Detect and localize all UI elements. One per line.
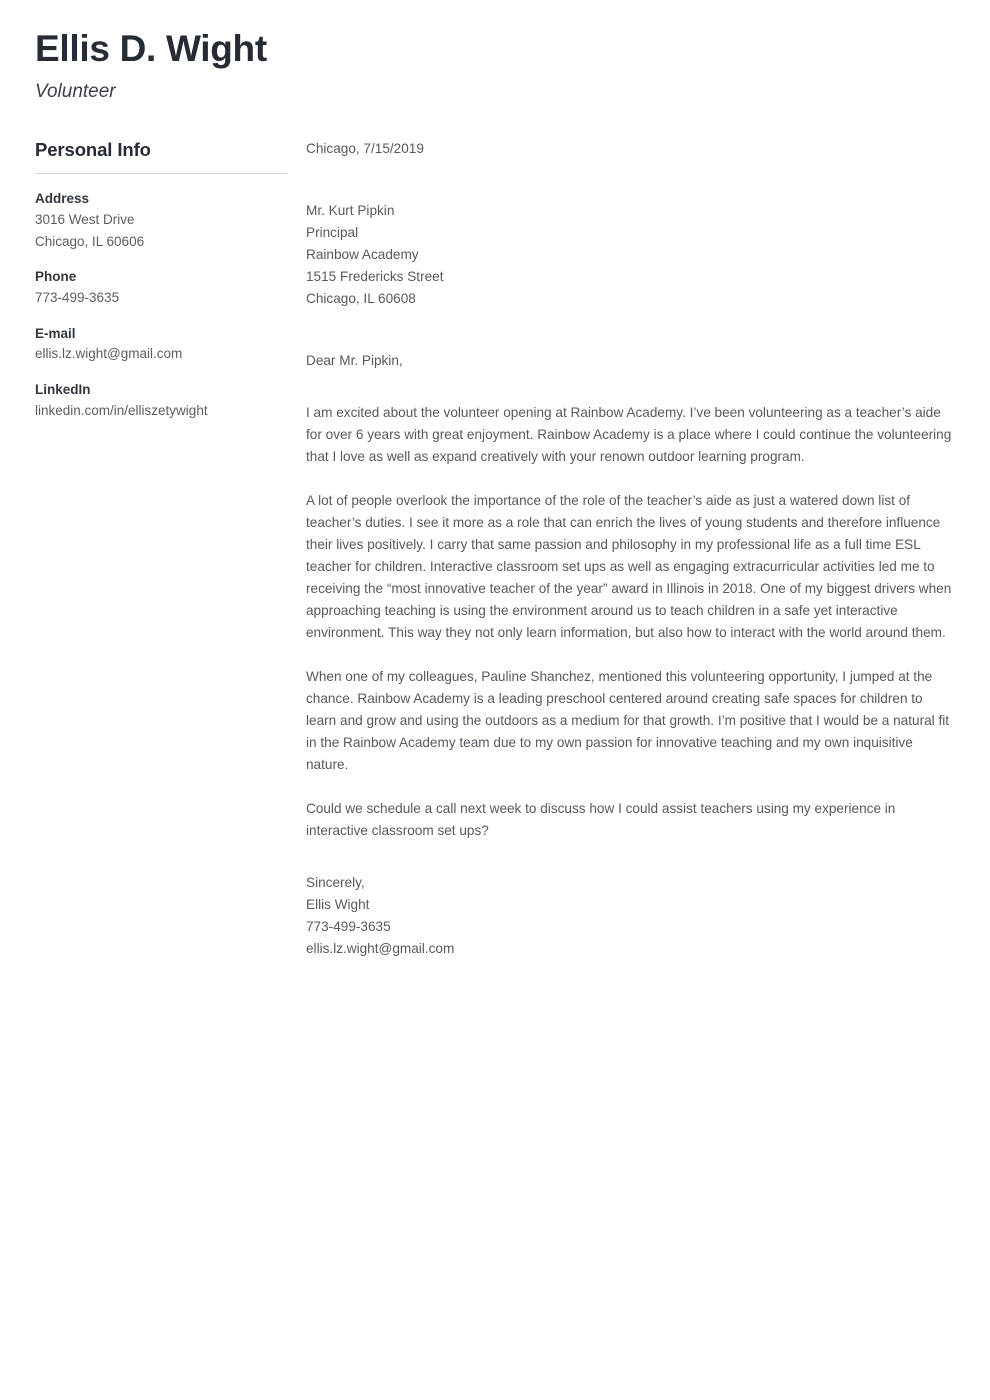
recipient-street: 1515 Fredericks Street [306,269,444,285]
info-group-address [35,189,287,252]
info-label-address: Address [35,191,90,207]
recipient-name: Mr. Kurt Pipkin [306,203,395,219]
info-group-phone [35,267,287,308]
info-label-email: E-mail [35,325,76,341]
letter-paragraph-2: A lot of people overlook the importance of the role of the teacher’s aide as just a watered down list of teacher’s duties. I see it more as a role that can enrich the lives of young students and therefore influence their lives positively. I carry that same passion and philosophy in my professional life as a full time ESL teacher for children. Interactive classroom set ups as well as engaging extracurricular activities led me to receiving the “most innovative teacher of the year” award in Illinois in 2018. One of my biggest drivers when approaching teaching is using the environment around us to teach children in a safe yet interactive environment. This way they not only learn information, but also how to interact with the world around them. [306,493,952,641]
letter-body [306,138,956,960]
letter-salutation: Dear Mr. Pipkin, [306,353,403,369]
letter-paragraph-1: I am excited about the volunteer opening at Rainbow Academy. I’ve been volunteering as a teacher’s aide for over 6 years with great enjoyment. Rainbow Academy is a place where I could continue the volunteering that I love as well as expand creatively with your renown outdoor learning program. [306,405,952,465]
info-value-linkedin[interactable]: linkedin.com/in/elliszetywight [35,402,208,418]
sidebar-divider [35,173,287,174]
info-label-phone: Phone [35,269,77,285]
info-group-linkedin [35,380,287,421]
info-value-email[interactable]: ellis.lz.wight@gmail.com [35,346,183,362]
recipient-city: Chicago, IL 60608 [306,291,416,307]
letter-header [35,28,675,103]
letter-paragraph-4: Could we schedule a call next week to discuss how I could assist teachers using my experience in interactive classroom set ups? [306,801,896,839]
candidate-name: Ellis D. Wight [35,28,267,69]
info-group-email [35,324,287,365]
candidate-job-title: Volunteer [35,80,116,102]
recipient-address-block [306,200,956,310]
info-value-address-street: 3016 West Drive [35,211,135,227]
info-label-linkedin: LinkedIn [35,382,91,398]
info-value-phone: 773-499-3635 [35,289,120,305]
signoff-email[interactable]: ellis.lz.wight@gmail.com [306,941,455,957]
recipient-company: Rainbow Academy [306,247,419,263]
letter-signoff-block [306,872,956,960]
recipient-role: Principal [306,225,359,241]
signoff-phone: 773-499-3635 [306,919,391,935]
letter-paragraph-3: When one of my colleagues, Pauline Shanchez, mentioned this volunteering opportunity, I jumped at the chance. Rainbow Academy is a leading preschool centered around creating safe spaces for children to learn and grow and using the outdoors as a medium for that growth. I’m positive that I would be a natural fit in the Rainbow Academy team due to my own passion for innovative teaching and my own inquisitive nature. [306,669,950,773]
info-value-address-city: Chicago, IL 60606 [35,233,145,249]
sidebar-heading: Personal Info [35,139,151,160]
signoff-name: Ellis Wight [306,897,370,913]
personal-info-sidebar [35,138,287,422]
signoff-closing: Sincerely, [306,875,365,891]
letter-date-line: Chicago, 7/15/2019 [306,141,424,156]
